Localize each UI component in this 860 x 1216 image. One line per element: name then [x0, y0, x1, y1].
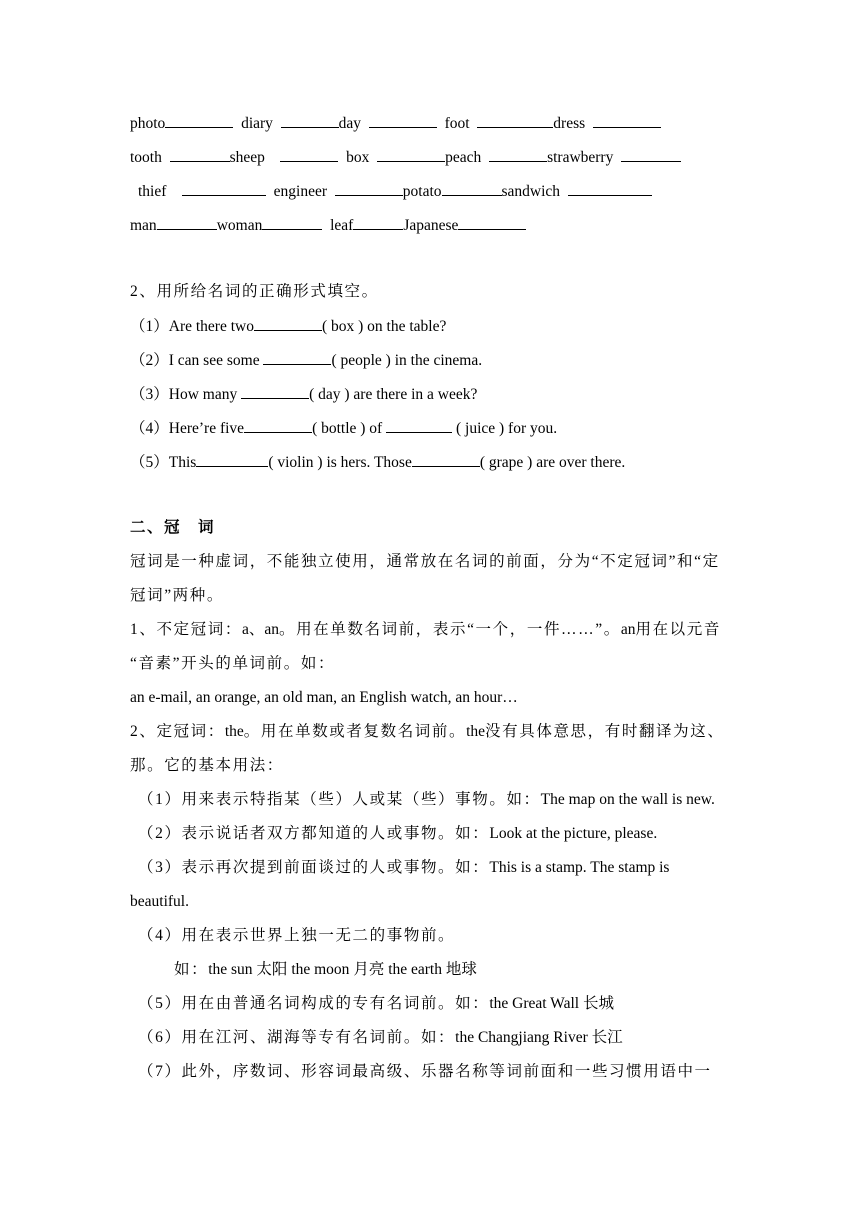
item-number: （5）	[130, 454, 169, 471]
example: the sun	[208, 961, 253, 978]
word: dress	[553, 115, 586, 132]
text: 1、不定冠词：	[130, 621, 242, 638]
answer-blank[interactable]	[458, 215, 526, 230]
usage-3-continued: beautiful.	[130, 893, 189, 910]
text: 用在以元音	[635, 621, 721, 638]
text: （2）表示说话者双方都知道的人或事物。如：	[138, 825, 490, 842]
intro-line-2: 冠词”两种。	[130, 587, 224, 604]
item-text: ( day ) are there in a week?	[309, 386, 478, 403]
ex2-item-3	[130, 384, 477, 405]
usage-2	[138, 824, 657, 844]
text: the	[466, 723, 486, 740]
answer-blank[interactable]	[262, 215, 322, 230]
ex2-item-4	[130, 418, 557, 439]
word: sheep	[229, 149, 265, 166]
example: the earth	[388, 961, 442, 978]
answer-blank[interactable]	[263, 350, 331, 365]
word: man	[130, 217, 157, 234]
word: thief	[138, 183, 167, 200]
item-text: ( grape ) are over there.	[479, 454, 626, 471]
answer-blank[interactable]	[241, 384, 309, 399]
answer-blank[interactable]	[165, 113, 233, 128]
answer-blank[interactable]	[412, 452, 480, 467]
text: （1）用来表示特指某（些）人或某（些）事物。如：	[138, 791, 541, 808]
example: the Great Wall	[489, 995, 580, 1012]
word: photo	[130, 115, 166, 132]
text: 没有具体意思，有时翻译为这、	[485, 723, 725, 740]
word: box	[346, 149, 370, 166]
word: foot	[444, 115, 470, 132]
item-text: ( violin ) is hers. Those	[268, 454, 412, 471]
word: sandwich	[501, 183, 561, 200]
ex1-row-3	[138, 181, 652, 202]
example: The map on the wall is new.	[540, 791, 715, 808]
item-text: ( people ) in the cinema.	[331, 352, 483, 369]
answer-blank[interactable]	[182, 181, 266, 196]
usage-7: （7）此外，序数词、形容词最高级、乐器名称等词前面和一些习惯用语中一	[138, 1063, 712, 1080]
answer-blank[interactable]	[621, 147, 681, 162]
item-text: I can see some	[168, 352, 264, 369]
item-number: （3）	[130, 386, 169, 403]
text: 。用在单数或者复数名词前。	[243, 723, 467, 740]
word: engineer	[273, 183, 328, 200]
word: leaf	[330, 217, 354, 234]
answer-blank[interactable]	[489, 147, 547, 162]
text: 。用在单数名词前，表示“一个，一件……”。	[278, 621, 621, 638]
item-text: ( juice ) for you.	[452, 420, 558, 437]
word: peach	[445, 149, 482, 166]
intro-line-1: 冠词是一种虚词，不能独立使用，通常放在名词的前面，分为“不定冠词”和“定	[130, 553, 720, 570]
text: 月亮	[349, 961, 389, 978]
word: tooth	[130, 149, 162, 166]
text: 长江	[587, 1029, 623, 1046]
text: 长城	[579, 995, 614, 1012]
ex2-item-2	[130, 350, 482, 371]
word: strawberry	[547, 149, 614, 166]
answer-blank[interactable]	[593, 113, 661, 128]
usage-1	[138, 790, 715, 810]
ex2-title: 2、用所给名词的正确形式填空。	[130, 283, 379, 300]
item-text: How many	[168, 386, 242, 403]
example: This is a stamp. The stamp is	[489, 859, 670, 876]
ex1-row-2	[130, 147, 681, 168]
answer-blank[interactable]	[477, 113, 553, 128]
text: 太阳	[252, 961, 292, 978]
item-number: （1）	[130, 318, 169, 335]
text: the	[224, 723, 244, 740]
word: Japanese	[403, 217, 459, 234]
answer-blank[interactable]	[281, 113, 339, 128]
indefinite-article-examples: an e-mail, an orange, an old man, an English watch, an hour…	[130, 689, 518, 706]
indefinite-article-line-1	[130, 620, 721, 640]
usage-5	[138, 994, 614, 1014]
definite-article-line-1	[130, 722, 724, 742]
text: 地球	[442, 961, 477, 978]
answer-blank[interactable]	[386, 418, 452, 433]
word: potato	[402, 183, 442, 200]
answer-blank[interactable]	[280, 147, 338, 162]
item-text: Are there two	[168, 318, 254, 335]
example: Look at the picture, please.	[489, 825, 658, 842]
example: the Changjiang River	[455, 1029, 588, 1046]
definite-article-line-2: 那。它的基本用法：	[130, 757, 284, 774]
answer-blank[interactable]	[254, 316, 322, 331]
answer-blank[interactable]	[335, 181, 403, 196]
usage-4-examples	[174, 960, 477, 980]
answer-blank[interactable]	[196, 452, 268, 467]
item-number: （4）	[130, 420, 169, 437]
text: a、an	[241, 621, 279, 638]
text: 如：	[174, 961, 209, 978]
answer-blank[interactable]	[377, 147, 445, 162]
word: diary	[241, 115, 273, 132]
usage-3	[138, 858, 669, 878]
answer-blank[interactable]	[568, 181, 652, 196]
text: （6）用在江河、湖海等专有名词前。如：	[138, 1029, 456, 1046]
ex2-item-5	[130, 452, 625, 473]
answer-blank[interactable]	[369, 113, 437, 128]
text: （3）表示再次提到前面谈过的人或事物。如：	[138, 859, 490, 876]
ex1-row-1	[130, 113, 661, 134]
ex2-item-1	[130, 316, 446, 337]
item-text: Here’re five	[168, 420, 245, 437]
word: woman	[216, 217, 263, 234]
item-text: ( box ) on the table?	[321, 318, 447, 335]
item-number: （2）	[130, 352, 169, 369]
answer-blank[interactable]	[157, 215, 217, 230]
answer-blank[interactable]	[244, 418, 312, 433]
section-heading: 二、冠 词	[130, 519, 216, 536]
word: day	[338, 115, 362, 132]
text: an	[620, 621, 636, 638]
answer-blank[interactable]	[170, 147, 230, 162]
text: （5）用在由普通名词构成的专有名词前。如：	[138, 995, 490, 1012]
item-text: This	[168, 454, 197, 471]
example: the moon	[291, 961, 350, 978]
item-text: ( bottle ) of	[312, 420, 387, 437]
usage-6	[138, 1028, 623, 1048]
indefinite-article-line-2: “音素”开头的单词前。如：	[130, 655, 336, 672]
ex1-row-4	[130, 215, 526, 236]
text: 2、定冠词：	[130, 723, 225, 740]
answer-blank[interactable]	[353, 215, 403, 230]
usage-4: （4）用在表示世界上独一无二的事物前。	[138, 927, 456, 944]
answer-blank[interactable]	[442, 181, 502, 196]
